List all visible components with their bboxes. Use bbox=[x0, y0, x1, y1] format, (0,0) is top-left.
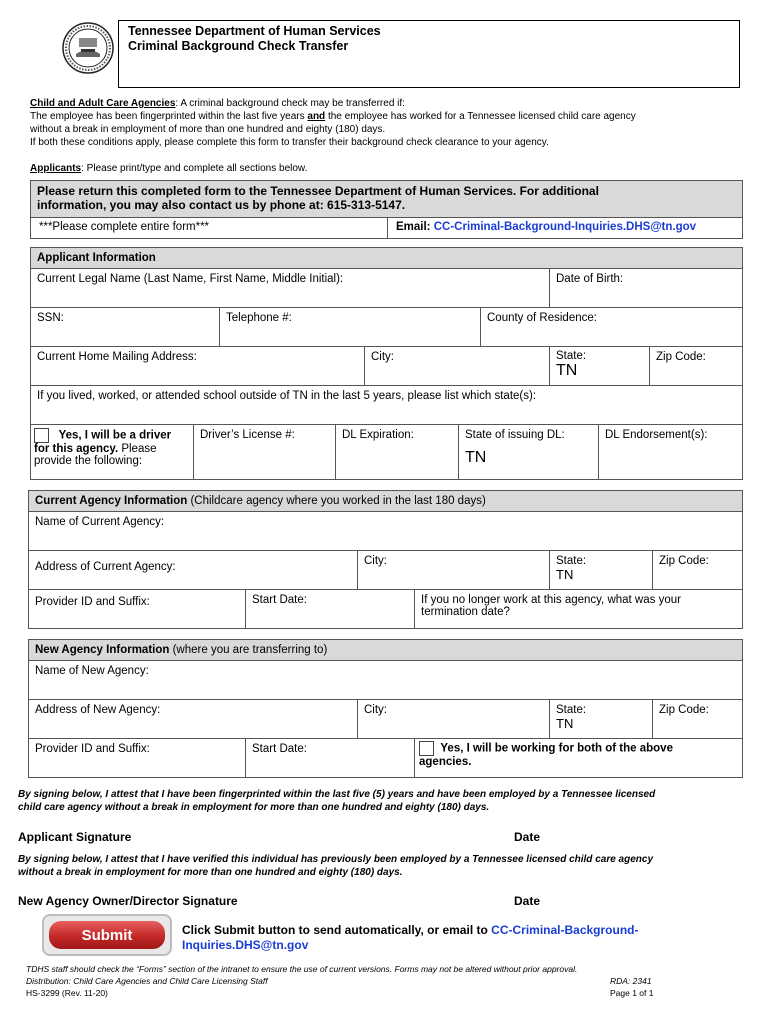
home-zip-label: Zip Code: bbox=[656, 351, 706, 363]
intro-line-4: If both these conditions apply, please complete this form to transfer their background check clearance to your agency. bbox=[30, 137, 549, 148]
new-agency-zip-label: Zip Code: bbox=[659, 704, 709, 716]
applicants-instructions bbox=[30, 163, 307, 174]
driver-checkbox[interactable] bbox=[34, 428, 49, 443]
home-state-value: TN bbox=[556, 362, 578, 379]
both-agencies-checkbox[interactable] bbox=[419, 741, 434, 756]
applicants-heading: Applicants bbox=[30, 163, 82, 174]
driver-please: Please bbox=[118, 443, 157, 455]
email-contact bbox=[387, 217, 743, 239]
footer-form-number: HS-3299 (Rev. 11-20) bbox=[26, 988, 108, 998]
new-agency-section-title bbox=[28, 639, 743, 661]
legal-name-field[interactable] bbox=[30, 268, 550, 308]
header-title-agency: Tennessee Department of Human Services bbox=[128, 24, 381, 38]
dl-state-label: State of issuing DL: bbox=[465, 429, 565, 441]
intro-line-2b: the employee has worked for a Tennessee licensed child care agency bbox=[325, 111, 636, 122]
current-agency-zip-label: Zip Code: bbox=[659, 555, 709, 567]
telephone-label: Telephone #: bbox=[226, 312, 292, 324]
return-notice-line2: information, you may also contact us by phone at: 615-313-5147. bbox=[37, 198, 406, 212]
home-zip-field[interactable] bbox=[649, 346, 743, 386]
applicant-section-title: Applicant Information bbox=[30, 247, 743, 269]
complete-form-note: ***Please complete entire form*** bbox=[30, 217, 388, 239]
home-address-field[interactable] bbox=[30, 346, 365, 386]
submit-instructions-text: Click Submit button to send automatically, or email to bbox=[182, 923, 492, 937]
submit-email-link-1[interactable]: CC-Criminal-Background- bbox=[491, 923, 639, 937]
new-start-date-field[interactable] bbox=[245, 738, 415, 778]
telephone-field[interactable] bbox=[219, 307, 481, 347]
dl-expiration-field[interactable] bbox=[335, 424, 459, 480]
new-provider-label: Provider ID and Suffix: bbox=[35, 743, 150, 755]
return-notice bbox=[30, 180, 743, 218]
new-agency-title: New Agency Information bbox=[35, 644, 170, 656]
intro-line-2 bbox=[30, 111, 636, 122]
dl-state-value: TN bbox=[465, 449, 487, 466]
new-agency-zip-field[interactable] bbox=[652, 699, 743, 739]
current-agency-city-label: City: bbox=[364, 555, 387, 567]
return-notice-line1: Please return this completed form to the Tennessee Department of Human Services. For additional bbox=[37, 184, 599, 198]
current-start-date-label: Start Date: bbox=[252, 594, 307, 606]
both-agencies-cell bbox=[414, 738, 743, 778]
home-state-label: State: bbox=[556, 350, 587, 362]
driver-checkbox-cell bbox=[30, 424, 194, 480]
new-start-date-label: Start Date: bbox=[252, 743, 307, 755]
submit-button[interactable] bbox=[42, 914, 172, 956]
current-agency-state-label: State: bbox=[556, 555, 587, 567]
ssn-label: SSN: bbox=[37, 312, 64, 324]
director-signature-label: New Agency Owner/Director Signature bbox=[18, 894, 238, 908]
dob-field[interactable] bbox=[549, 268, 743, 308]
submit-instructions-line1 bbox=[182, 923, 639, 937]
intro-and: and bbox=[307, 111, 326, 122]
termination-date-field[interactable] bbox=[414, 589, 743, 629]
submit-button-label: Submit bbox=[49, 921, 165, 949]
current-agency-address-field[interactable] bbox=[28, 550, 358, 590]
current-agency-name-field[interactable] bbox=[28, 511, 743, 551]
applicant-signature-label: Applicant Signature bbox=[18, 830, 132, 844]
outside-tn-label: If you lived, worked, or attended school outside of TN in the last 5 years, please list which state(s): bbox=[37, 390, 537, 402]
director-date-label: Date bbox=[514, 894, 541, 908]
intro-line-2a: The employee has been fingerprinted within the last five years bbox=[30, 111, 308, 122]
new-agency-address-field[interactable] bbox=[28, 699, 358, 739]
both-agencies-label-2: agencies. bbox=[419, 756, 472, 768]
current-agency-state-value: TN bbox=[556, 567, 574, 582]
new-agency-name-field[interactable] bbox=[28, 660, 743, 700]
dob-label: Date of Birth: bbox=[556, 273, 624, 285]
new-agency-name-label: Name of New Agency: bbox=[35, 665, 149, 677]
new-agency-city-label: City: bbox=[364, 704, 387, 716]
driver-checkbox-label: Yes, I will be a driver bbox=[58, 429, 172, 442]
header-title-form: Criminal Background Check Transfer bbox=[128, 39, 349, 53]
driver-checkbox-label-2: for this agency. bbox=[34, 443, 119, 455]
current-agency-state-field[interactable] bbox=[549, 550, 653, 590]
current-agency-title: Current Agency Information bbox=[35, 495, 188, 507]
intro-heading-label: Child and Adult Care Agencies bbox=[30, 98, 176, 109]
driver-provide: provide the following: bbox=[34, 455, 143, 467]
county-label: County of Residence: bbox=[487, 312, 597, 324]
home-state-field[interactable] bbox=[549, 346, 650, 386]
submit-email-link-2[interactable]: Inquiries.DHS@tn.gov bbox=[182, 938, 309, 952]
termination-label-1: If you no longer work at this agency, what was your bbox=[421, 594, 681, 606]
new-agency-state-label: State: bbox=[556, 704, 587, 716]
attest-director-line1: By signing below, I attest that I have verified this individual has previously been employed by a Tennessee licensed child care agency bbox=[18, 854, 654, 865]
intro-heading-rest: : A criminal background check may be transferred if: bbox=[175, 98, 405, 109]
dl-endorsement-label: DL Endorsement(s): bbox=[605, 429, 708, 441]
new-agency-note: (where you are transferring to) bbox=[169, 644, 328, 656]
tennessee-state-seal-icon bbox=[62, 22, 114, 74]
dl-number-field[interactable] bbox=[193, 424, 336, 480]
new-provider-field[interactable] bbox=[28, 738, 246, 778]
intro-heading bbox=[30, 98, 405, 109]
home-city-field[interactable] bbox=[364, 346, 550, 386]
footer-page-number: Page 1 of 1 bbox=[610, 988, 654, 998]
outside-tn-field[interactable] bbox=[30, 385, 743, 425]
dl-state-field[interactable] bbox=[458, 424, 599, 480]
legal-name-label: Current Legal Name (Last Name, First Name, Middle Initial): bbox=[37, 273, 344, 285]
current-agency-name-label: Name of Current Agency: bbox=[35, 516, 165, 528]
footer-staff-note: TDHS staff should check the “Forms” section of the intranet to ensure the use of current versions. Forms may not be altered without prior approval. bbox=[26, 964, 578, 974]
footer-distribution: Distribution: Child Care Agencies and Child Care Licensing Staff bbox=[26, 976, 268, 986]
county-field[interactable] bbox=[480, 307, 743, 347]
home-address-label: Current Home Mailing Address: bbox=[37, 351, 197, 363]
current-agency-city-field[interactable] bbox=[357, 550, 550, 590]
applicant-date-label: Date bbox=[514, 830, 541, 844]
email-label: Email: bbox=[396, 221, 434, 233]
ssn-field[interactable] bbox=[30, 307, 220, 347]
attest-director-line2: without a break in employment for more than one hundred and eighty (180) days. bbox=[18, 867, 403, 878]
new-agency-state-value: TN bbox=[556, 716, 574, 731]
current-provider-field[interactable] bbox=[28, 589, 246, 629]
current-agency-section-title bbox=[28, 490, 743, 512]
new-agency-address-label: Address of New Agency: bbox=[35, 704, 161, 716]
attest-applicant-line2: child care agency without a break in employment for more than one hundred and eighty (180) days. bbox=[18, 802, 490, 813]
dl-expiration-label: DL Expiration: bbox=[342, 429, 414, 441]
dl-endorsement-field[interactable] bbox=[598, 424, 743, 480]
current-agency-zip-field[interactable] bbox=[652, 550, 743, 590]
applicants-rest: : Please print/type and complete all sections below. bbox=[81, 163, 308, 174]
both-agencies-label-1: Yes, I will be working for both of the above bbox=[440, 742, 673, 755]
current-agency-note: (Childcare agency where you worked in the last 180 days) bbox=[187, 495, 486, 507]
new-agency-city-field[interactable] bbox=[357, 699, 550, 739]
termination-label-2: termination date? bbox=[421, 606, 510, 618]
current-provider-label: Provider ID and Suffix: bbox=[35, 596, 150, 608]
dl-number-label: Driver’s License #: bbox=[200, 429, 295, 441]
attest-applicant-line1: By signing below, I attest that I have been fingerprinted within the last five (5) years and have been employed by a Tennessee licensed bbox=[18, 789, 656, 800]
email-link[interactable]: CC-Criminal-Background-Inquiries.DHS@tn.gov bbox=[433, 221, 697, 233]
current-start-date-field[interactable] bbox=[245, 589, 415, 629]
new-agency-state-field[interactable] bbox=[549, 699, 653, 739]
current-agency-address-label: Address of Current Agency: bbox=[35, 561, 176, 573]
intro-line-3: without a break in employment of more than one hundred and eighty (180) days. bbox=[30, 124, 386, 135]
footer-rda: RDA: 2341 bbox=[610, 976, 652, 986]
home-city-label: City: bbox=[371, 351, 394, 363]
